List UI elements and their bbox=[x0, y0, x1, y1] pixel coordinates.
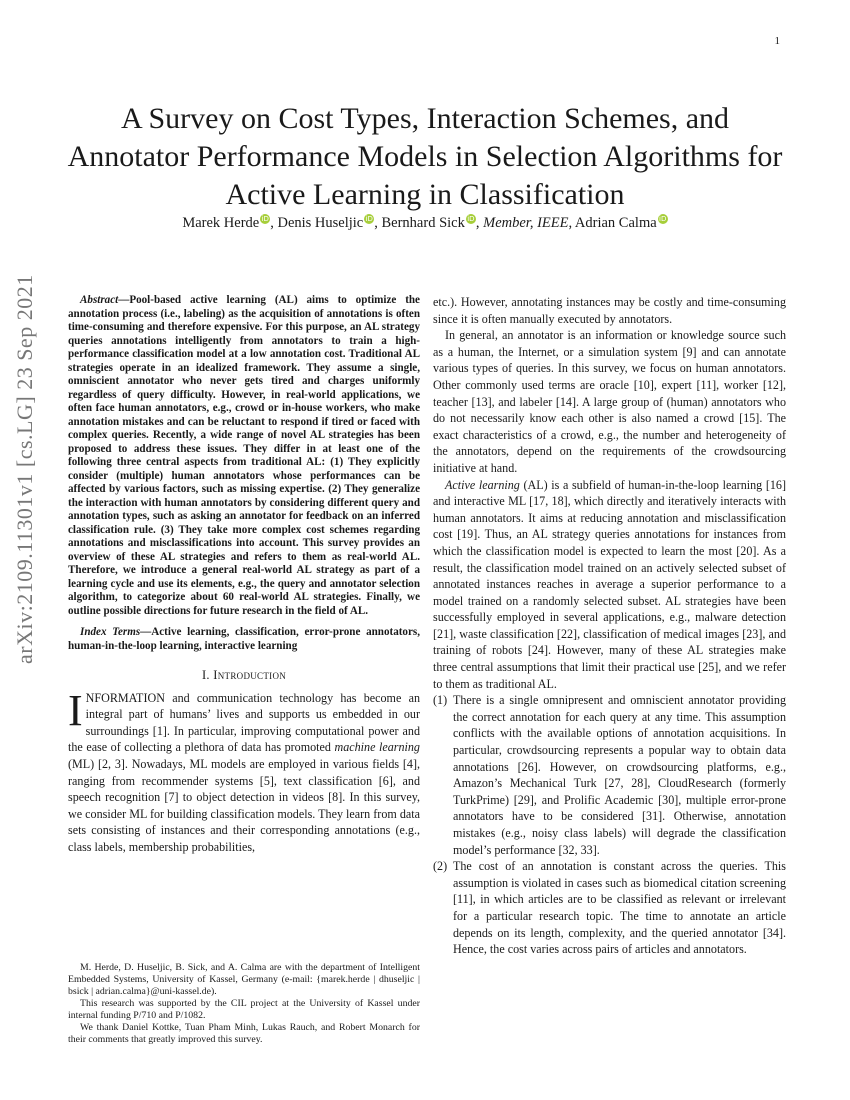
list-number: (1) bbox=[433, 693, 448, 708]
footnotes bbox=[68, 962, 420, 1046]
drop-cap: I bbox=[68, 685, 83, 735]
footnote: M. Herde, D. Huseljic, B. Sick, and A. Calma are with the department of Intelligent Embedded Systems, University of Kassel, Germany (e-mail: {marek.herde | dhuseljic | bsick | adrian.calma}@uni-kassel.de). bbox=[68, 962, 420, 997]
intro-emphasis: machine learning bbox=[334, 740, 420, 755]
body-paragraph bbox=[433, 477, 786, 693]
author-name: Adrian Calma bbox=[574, 214, 657, 231]
abstract-label: Abstract bbox=[80, 294, 119, 306]
section-numeral: I. bbox=[201, 668, 214, 682]
author-list bbox=[60, 214, 790, 232]
abstract bbox=[68, 294, 420, 618]
intro-text: (ML) [2, 3]. Nowadays, ML models are employed in various fields [4], ranging from recommender systems [5], text classification [6], and speech recognition [7] to object detection in videos [8]. In this survey, we consider ML for building classification models. They learn from data sets consisting of instances and their corresponding annotations (e.g., class labels, membership probabilities, bbox=[68, 756, 420, 854]
paragraph-text: (AL) is a subfield of human-in-the-loop learning [16] and interactive ML [17, 18], which directly and iteratively interacts with human annotators. It aims at reducing annotation and misclassification cost [19]. Thus, an AL strategy queries annotations for instances from which the classification model is expected to learn the most [20]. As a result, the classification model trained on an actively selected subset of annotated instances reaches in average a superior performance to a model trained on a randomly selected subset. AL strategies have been successfully employed in several applications, e.g., malware detection [21], waste classification [22], classification of medical images [23], and training of robots [24]. However, many of these AL strategies make three central assumptions that limit their practical use [25], and we refer to them as traditional AL. bbox=[433, 477, 786, 691]
term-emphasis: Active learning bbox=[445, 477, 520, 492]
paper-title: A Survey on Cost Types, Interaction Schemes, and Annotator Performance Models in Selection Algorithms for Active Learning in Classification bbox=[67, 102, 783, 212]
page-number: 1 bbox=[774, 35, 780, 47]
list-text: There is a single omnipresent and omniscient annotator providing the correct annotation for each query at any time. This assumption conflicts with the available options of annotation acquisitions. In particular, crowdsourcing represents a popular way to obtain data annotations [26]. However, on crowdsourcing platforms, e.g., Amazon’s Mechanical Turk [27, 28], CloudResearch (formerly TurkPrime) [29], and Prolific Academic [30], multiple error-prone annotators have to be considered [31]. Otherwise, annotation mistakes (e.g., noisy class labels) will degrade the classification model’s performance [32, 33]. bbox=[453, 693, 786, 857]
body-paragraph: In general, an annotator is an information or knowledge source such as a human, the Internet, or a simulation system [9] and can annotate various types of queries. In this survey, we focus on human annotators. Other commonly used terms are oracle [10], expert [11], worker [12], teacher [13], and labeler [14]. A large group of (human) annotators who do not necessarily know each other is also named a crowd [15]. The exact characteristics of a crowd, e.g., the number and heterogeneity of the annotators, depend on the requirements of the crowdsourcing initiative at hand. bbox=[433, 328, 786, 475]
author-separator: , bbox=[475, 214, 484, 231]
section-heading bbox=[68, 667, 420, 684]
body-paragraph: etc.). However, annotating instances may be costly and time-consuming since it is often manually executed by annotators. bbox=[433, 295, 786, 326]
orcid-icon[interactable]: iD bbox=[365, 215, 373, 223]
orcid-icon[interactable]: iD bbox=[467, 215, 475, 223]
assumption-list bbox=[433, 692, 786, 958]
author-name: Marek Herde bbox=[182, 214, 260, 231]
intro-text: and communication technology has become an integral part of humans’ lives and supports us embedded in our surroundings [1]. In particular, improving computational power and the ease of collecting a plethora of data has promoted bbox=[68, 690, 420, 755]
index-terms-label: Index Terms bbox=[80, 626, 141, 638]
index-terms-text: —Active learning, classification, error-prone annotators, human-in-the-loop learning, interactive learning bbox=[68, 626, 420, 652]
intro-first-word: NFORMATION bbox=[85, 690, 165, 705]
author-membership: Member, IEEE bbox=[483, 214, 569, 231]
index-terms bbox=[68, 626, 420, 653]
footnote: We thank Daniel Kottke, Tuan Pham Minh, Lukas Rauch, and Robert Monarch for their comments that greatly improved this survey. bbox=[68, 1022, 420, 1045]
intro-paragraph bbox=[68, 685, 420, 856]
orcid-icon[interactable]: iD bbox=[659, 215, 667, 223]
footnote: This research was supported by the CIL project at the University of Kassel under internal funding P/710 and P/1082. bbox=[68, 998, 420, 1021]
left-column bbox=[68, 294, 420, 856]
author-separator: , bbox=[270, 214, 278, 231]
author-name: Denis Huseljic bbox=[277, 214, 364, 231]
list-item bbox=[433, 692, 786, 858]
section-title: Introduction bbox=[213, 668, 287, 682]
list-item bbox=[433, 858, 786, 958]
author-separator: , bbox=[374, 214, 382, 231]
orcid-icon[interactable]: iD bbox=[261, 215, 269, 223]
list-text: The cost of an annotation is constant across the queries. This assumption is violated in cases such as biomedical citation screening [11], in which articles are to be classified as relevant or irrelevant for a particular research topic. The time to annotate an article depends on its length, complexity, and the queried annotator [34]. Hence, the cost varies across pairs of articles and annotators. bbox=[453, 859, 786, 957]
right-column bbox=[433, 294, 786, 958]
author-name: Bernhard Sick bbox=[381, 214, 465, 231]
arxiv-stamp: arXiv:2109.11301v1 [cs.LG] 23 Sep 2021 bbox=[12, 274, 37, 664]
abstract-text: —Pool-based active learning (AL) aims to optimize the annotation process (i.e., labeling) as the acquisition of annotations is often time-consuming and therefore expensive. For this purpose, an AL strategy queries annotations intelligently from annotators to train a high-performance classification model at a low annotation cost. Traditional AL strategies operate in an idealized framework. They assume a single, omniscient annotator who never gets tired and charges uniformly regardless of query difficulty. However, in real-world applications, we often face human annotators, e.g., crowd or in-house workers, who make annotation mistakes and can be reluctant to respond if tired or faced with complex queries. Recently, a wide range of novel AL strategies has been proposed to address these issues. They differ in at least one of the following three central aspects from traditional AL: (1) They explicitly consider (multiple) human annotators whose performances can be affected by various factors, such as missing expertise. (2) They generalize the interaction with human annotators by considering different query and annotation types, such as asking an annotator for feedback on an inferred classification rule. (3) They take more complex cost schemes regarding annotations and misclassifications into account. This survey provides an overview of these AL strategies and refers to them as real-world AL. Therefore, we introduce a general real-world AL strategy as part of a learning cycle and use its elements, e.g., the query and annotator selection algorithm, to categorize about 60 real-world AL strategies. Finally, we outline possible directions for future research in the field of AL. bbox=[68, 294, 420, 617]
author-separator: , bbox=[568, 214, 575, 231]
list-number: (2) bbox=[433, 859, 448, 874]
